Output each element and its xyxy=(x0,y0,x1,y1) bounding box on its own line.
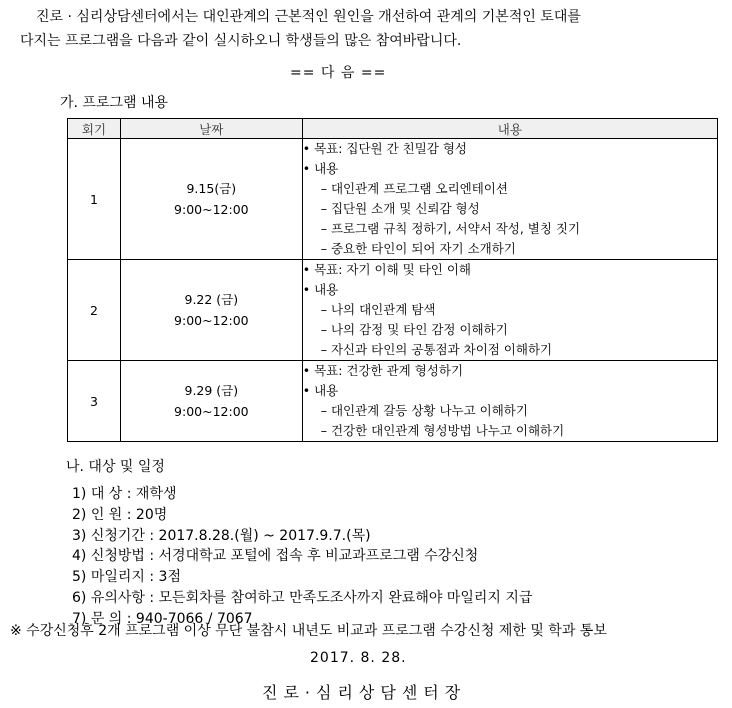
content-line: • 내용 xyxy=(302,161,339,176)
table-row xyxy=(68,361,718,442)
date-text: 9.22 (금) xyxy=(184,292,239,307)
session-content xyxy=(302,361,717,442)
table-header-row xyxy=(68,119,718,139)
content-line: – 집단원 소개 및 신뢰감 형성 xyxy=(320,201,480,216)
program-table xyxy=(67,118,718,442)
content-line: – 대인관계 갈등 상황 나누고 이해하기 xyxy=(320,403,528,418)
header-content: 내용 xyxy=(302,119,717,139)
list-item: 4) 신청방법 : 서경대학교 포털에 접속 후 비교과프로그램 수강신청 xyxy=(72,548,479,565)
content-line: – 자신과 타인의 공통점과 차이점 이해하기 xyxy=(320,342,553,357)
session-content xyxy=(302,260,717,361)
list-item: 6) 유의사항 : 모든회차를 참여하고 만족도조사까지 완료해야 마일리지 지급 xyxy=(72,589,533,606)
content-line: – 건강한 대인관계 형성방법 나누고 이해하기 xyxy=(320,423,565,438)
intro-line-1: 진로 · 심리상담센터에서는 대인관계의 근본적인 원인을 개선하여 관계의 기본적인 토대를 xyxy=(36,9,581,25)
date-text: 9.29 (금) xyxy=(184,383,239,398)
session-content xyxy=(302,139,717,260)
time-text: 9:00~12:00 xyxy=(174,404,249,419)
session-date xyxy=(120,139,302,260)
heading-da-eum: == 다 음 == xyxy=(290,65,387,81)
section-b-title: 나. 대상 및 일정 xyxy=(66,459,165,475)
notice-text: ※ 수강신청후 2개 프로그램 이상 무단 불참시 내년도 비교과 프로그램 수강신청 제한 및 학과 통보 xyxy=(10,623,607,639)
list-item: 3) 신청기간 : 2017.8.28.(월) ~ 2017.9.7.(목) xyxy=(72,527,371,544)
content-line: – 중요한 타인이 되어 자기 소개하기 xyxy=(320,241,516,256)
time-text: 9:00~12:00 xyxy=(174,313,249,328)
content-line: • 내용 xyxy=(302,282,339,297)
section-a-title: 가. 프로그램 내용 xyxy=(60,95,169,111)
content-line: – 나의 대인관계 탐색 xyxy=(320,302,436,317)
content-line: • 목표: 건강한 관계 형성하기 xyxy=(302,363,464,378)
date-text: 9.15(금) xyxy=(186,181,237,196)
intro-line-2: 다지는 프로그램을 다음과 같이 실시하오니 학생들의 많은 참여바랍니다. xyxy=(20,33,462,49)
time-text: 9:00~12:00 xyxy=(174,202,249,217)
session-number: 3 xyxy=(68,361,121,442)
header-date: 날짜 xyxy=(120,119,302,139)
session-number: 2 xyxy=(68,260,121,361)
content-line: • 목표: 자기 이해 및 타인 이해 xyxy=(302,262,471,277)
content-line: • 내용 xyxy=(302,383,339,398)
table-row xyxy=(68,139,718,260)
schedule-list xyxy=(72,484,532,630)
content-line: • 목표: 집단원 간 친밀감 형성 xyxy=(302,141,467,156)
content-line: – 나의 감정 및 타인 감정 이해하기 xyxy=(320,322,508,337)
content-line: – 프로그램 규칙 정하기, 서약서 작성, 별칭 짓기 xyxy=(320,221,581,236)
list-item: 7) 문 의 : 940-7066 / 7067 xyxy=(72,610,253,627)
list-item: 5) 마일리지 : 3점 xyxy=(72,569,181,586)
session-date xyxy=(120,260,302,361)
header-session: 회기 xyxy=(68,119,121,139)
list-item: 2) 인 원 : 20명 xyxy=(72,506,168,523)
session-date xyxy=(120,361,302,442)
session-number: 1 xyxy=(68,139,121,260)
content-line: – 대인관계 프로그램 오리엔테이션 xyxy=(320,181,508,196)
table-row xyxy=(68,260,718,361)
list-item: 1) 대 상 : 재학생 xyxy=(72,486,177,502)
signature-line: 진로·심리상담센터장 xyxy=(262,683,467,702)
document-date: 2017. 8. 28. xyxy=(310,650,407,666)
